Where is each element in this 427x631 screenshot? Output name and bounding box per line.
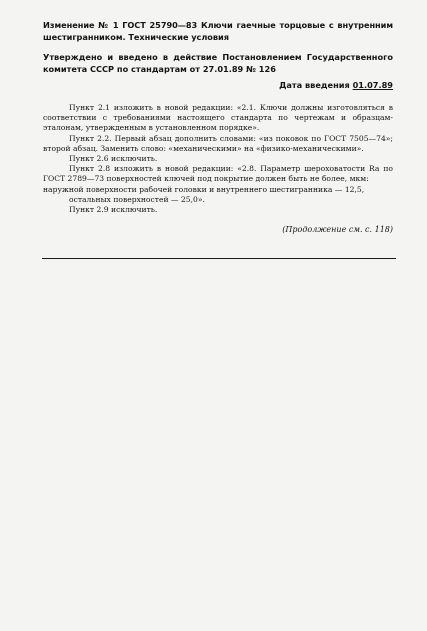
paragraph-2-6: Пункт 2.6 исключить. — [69, 154, 158, 164]
paragraph-2-2: Пункт 2.2. Первый абзац дополнить словами: «из поковок по ГОСТ 7505—74»; второй абзац. Заменить слово: «механическими» на «физико-механическими». — [43, 133, 393, 153]
paragraph-2-9: Пункт 2.9 исключить. — [69, 205, 158, 215]
amendment-title: Изменение № 1 ГОСТ 25790—83 Ключи гаечные торцовые с внутренним шестигранником. Технические условия — [43, 20, 393, 42]
introduction-date — [43, 80, 393, 91]
paragraph-2-1: Пункт 2.1 изложить в новой редакции: «2.1. Ключи должны изготовляться в соответствии с требованиями настоящего стандарта по чертежам и образцам-эталонам, утвержденным в установленном порядке». — [43, 103, 393, 133]
introduction-date-value: 01.07.89 — [352, 80, 393, 90]
amendment-body — [43, 103, 393, 215]
approval-statement: Утверждено и введено в действие Постановлением Государственного комитета СССР по стандартам от 27.01.89 № 126 — [43, 52, 393, 74]
paragraph-2-8-outer-surface: наружной поверхности рабочей головки и внутреннего шестигранника — 12,5, — [43, 184, 365, 194]
paragraph-2-8: Пункт 2.8 изложить в новой редакции: «2.8. Параметр шероховатости Ra по ГОСТ 2789—73 поверхностей ключей под покрытие должен быть не более, мкм: — [43, 164, 393, 184]
paragraph-2-8-other-surfaces: остальных поверхностей — 25,0». — [69, 194, 205, 204]
document-content — [43, 20, 393, 235]
introduction-date-label: Дата введения — [279, 80, 350, 90]
section-divider — [42, 258, 396, 259]
continuation-note: (Продолжение см. с. 118) — [282, 225, 393, 235]
